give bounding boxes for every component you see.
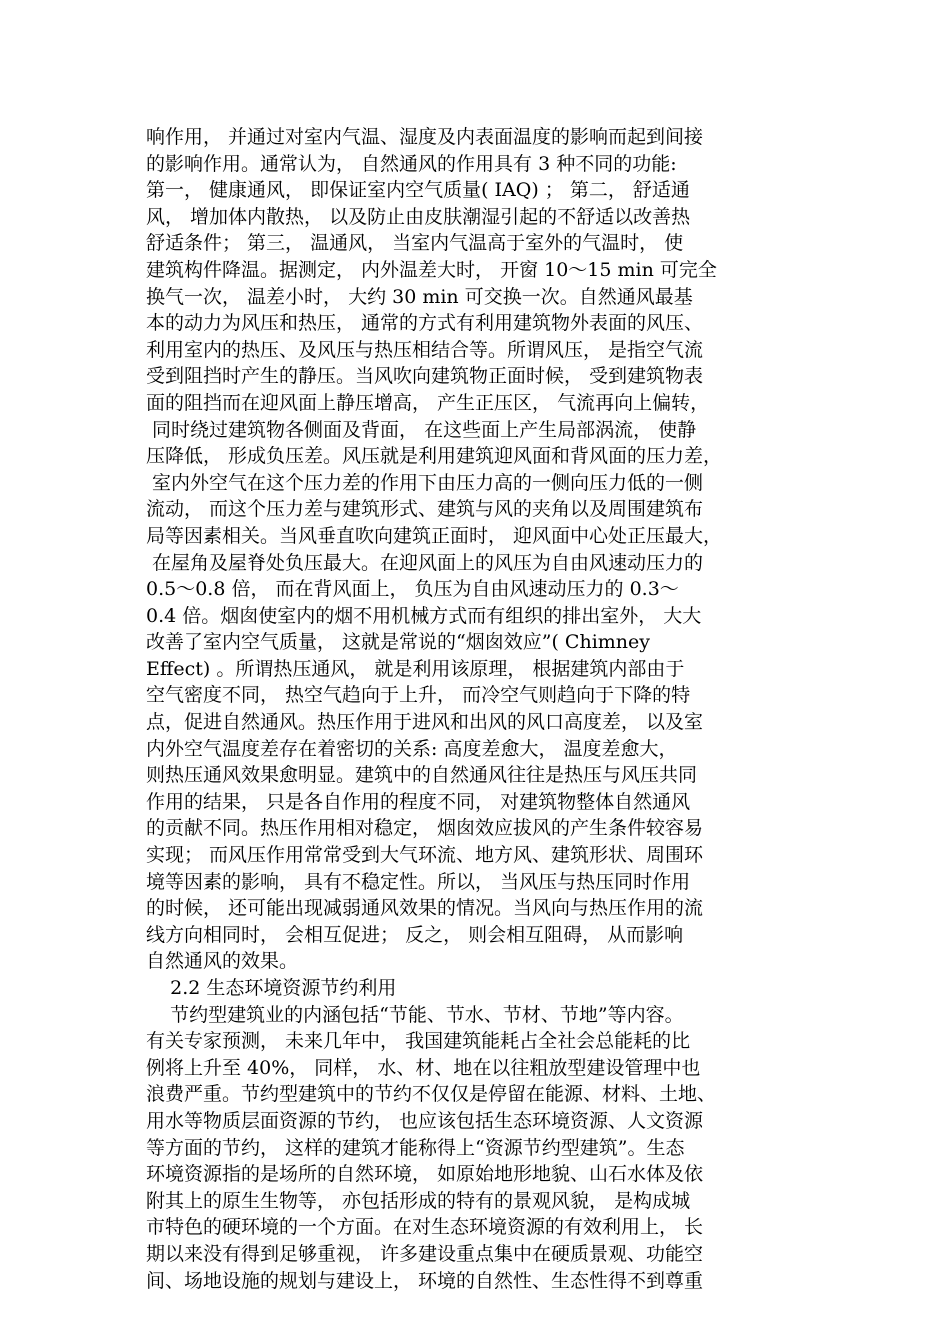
text-line: 舒适条件； 第三， 温通风， 当室内气温高于室外的气温时， 使 [146,232,684,255]
text-line: 间、场地设施的规划与建设上， 环境的自然性、生态性得不到尊重 [146,1269,704,1292]
text-line: 0.5～0.8 倍， 而在背风面上， 负压为自由风速动压力的 0.3～ [146,578,679,601]
text-line: 作用的结果， 只是各自作用的程度不同， 对建筑物整体自然通风 [146,790,691,813]
text-line: 期以来没有得到足够重视， 许多建设重点集中在硬质景观、功能空 [146,1242,704,1265]
text-line: 流动， 而这个压力差与建筑形式、建筑与风的夹角以及周围建筑布 [146,498,704,521]
document-page [146,124,810,1294]
text-line: 点，促进自然通风。热压作用于进风和出风的风口高度差， 以及室 [146,711,704,734]
text-line: 自然通风的效果。 [146,950,299,973]
text-line: 第一， 健康通风， 即保证室内空气质量( IAQ) ； 第二， 舒适通 [146,179,690,202]
text-line: 浪费严重。节约型建筑中的节约不仅仅是停留在能源、材料、土地、 [146,1083,717,1106]
text-line: 利用室内的热压、及风压与热压相结合等。所谓风压， 是指空气流 [146,338,704,361]
text-line: 风， 增加体内散热， 以及防止由皮肤潮湿引起的不舒适以改善热 [146,205,691,228]
text-line: 同时绕过建筑物各侧面及背面， 在这些面上产生局部涡流， 使静 [146,418,697,441]
text-line: 受到阻挡时产生的静压。当风吹向建筑物正面时候， 受到建筑物表 [146,365,704,388]
text-line: 实现； 而风压作用常常受到大气环流、地方风、建筑形状、周围环 [146,844,704,867]
text-line: 例将上升至 40%， 同样， 水、材、地在以往粗放型建设管理中也 [146,1056,701,1079]
text-line: 本的动力为风压和热压， 通常的方式有利用建筑物外表面的风压、 [146,312,704,335]
text-line: 的影响作用。通常认为， 自然通风的作用具有 3 种不同的功能: [146,152,677,175]
section-heading: 2.2 生态环境资源节约利用 [146,977,397,999]
text-line: 建筑构件降温。据测定， 内外温差大时， 开窗 10～15 min 可完全 [146,258,717,281]
text-line: 线方向相同时， 会相互促进； 反之， 则会相互阻碍， 从而影响 [146,923,684,946]
text-line: 内外空气温度差存在着密切的关系: 高度差愈大， 温度差愈大， [146,737,678,760]
text-line: 室内外空气在这个压力差的作用下由压力高的一侧向压力低的一侧 [146,471,704,494]
text-line: 环境资源指的是场所的自然环境， 如原始地形地貌、山石水体及依 [146,1163,704,1186]
text-line: 节约型建筑业的内涵包括“节能、节水、节材、节地”等内容。 [146,1003,684,1026]
text-line: 响作用， 并通过对室内气温、湿度及内表面温度的影响而起到间接 [146,126,704,148]
text-line: 则热压通风效果愈明显。建筑中的自然通风往往是热压与风压共同 [146,764,698,787]
text-line: 市特色的硬环境的一个方面。在对生态环境资源的有效利用上， 长 [146,1216,704,1239]
text-line: 用水等物质层面资源的节约， 也应该包括生态环境资源、人文资源 [146,1109,704,1132]
text-line: 等方面的节约， 这样的建筑才能称得上“资源节约型建筑”。生态 [146,1136,685,1159]
text-line: 空气密度不同， 热空气趋向于上升， 而冷空气则趋向于下降的特 [146,684,691,707]
text-line: 境等因素的影响， 具有不稳定性。所以， 当风压与热压同时作用 [146,870,691,893]
text-line: 局等因素相关。当风垂直吹向建筑正面时， 迎风面中心处正压最大， [146,524,723,547]
text-line: 有关专家预测， 未来几年中， 我国建筑能耗占全社会总能耗的比 [146,1030,691,1053]
text-line: 0.4 倍。烟囱使室内的烟不用机械方式而有组织的排出室外， 大大 [146,604,702,627]
text-line: 附其上的原生生物等， 亦包括形成的特有的景观风貌， 是构成城 [146,1189,691,1212]
text-line: 在屋角及屋脊处负压最大。在迎风面上的风压为自由风速动压力的 [146,551,704,574]
text-line: 改善了室内空气质量， 这就是常说的“烟囱效应”( Chimney [146,631,651,654]
text-line: 的贡献不同。热压作用相对稳定， 烟囱效应拔风的产生条件较容易 [146,817,704,840]
text-line: Effect) 。所谓热压通风， 就是利用该原理， 根据建筑内部由于 [146,657,685,680]
text-line: 面的阻挡而在迎风面上静压增高， 产生正压区， 气流再向上偏转， [146,391,710,414]
text-line: 压降低， 形成负压差。风压就是利用建筑迎风面和背风面的压力差， [146,445,723,468]
text-line: 换气一次， 温差小时， 大约 30 min 可交换一次。自然通风最基 [146,285,693,308]
text-line: 的时候， 还可能出现减弱通风效果的情况。当风向与热压作用的流 [146,897,704,920]
